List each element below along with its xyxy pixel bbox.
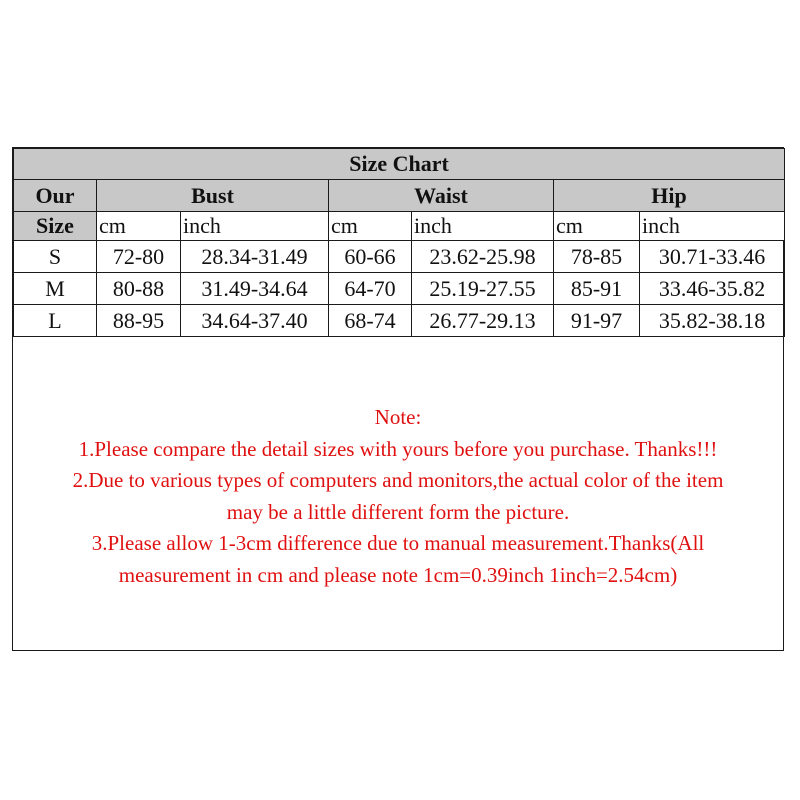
- waist-cm-cell: 60-66: [329, 241, 412, 273]
- table-row: [14, 273, 785, 305]
- waist-inch-cell: 25.19-27.55: [412, 273, 554, 305]
- hip-inch-cell: 33.46-35.82: [640, 273, 785, 305]
- size-cell: M: [14, 273, 97, 305]
- waist-inch-cell: 23.62-25.98: [412, 241, 554, 273]
- bust-cm-header: cm: [97, 212, 181, 241]
- note-line: may be a little different form the picture.: [226, 499, 570, 524]
- hip-inch-cell: 35.82-38.18: [640, 305, 785, 337]
- bust-cm-cell: 80-88: [97, 273, 181, 305]
- size-chart-table: [13, 148, 785, 337]
- our-size-label-top: Our: [14, 180, 97, 212]
- hip-inch-cell: 30.71-33.46: [640, 241, 785, 273]
- note-line: 2.Due to various types of computers and monitors,the actual color of the item: [72, 468, 724, 492]
- waist-inch-header: inch: [412, 212, 554, 241]
- bust-header: Bust: [97, 180, 329, 212]
- table-row: [14, 241, 785, 273]
- note-line: measurement in cm and please note 1cm=0.39inch 1inch=2.54cm): [118, 562, 678, 587]
- note-heading: Note:: [374, 405, 422, 429]
- our-size-label-bottom: Size: [14, 212, 97, 241]
- hip-cm-cell: 78-85: [554, 241, 640, 273]
- bust-cm-cell: 72-80: [97, 241, 181, 273]
- hip-cm-cell: 85-91: [554, 273, 640, 305]
- waist-cm-cell: 64-70: [329, 273, 412, 305]
- bust-inch-cell: 31.49-34.64: [181, 273, 329, 305]
- note-line: 1.Please compare the detail sizes with yours before you purchase. Thanks!!!: [78, 436, 718, 461]
- bust-inch-header: inch: [181, 212, 329, 241]
- table-title: Size Chart: [14, 149, 785, 180]
- hip-inch-header: inch: [640, 212, 785, 241]
- note-line: 3.Please allow 1-3cm difference due to manual measurement.Thanks(All: [91, 531, 705, 555]
- waist-cm-cell: 68-74: [329, 305, 412, 337]
- bust-inch-cell: 28.34-31.49: [181, 241, 329, 273]
- size-cell: S: [14, 241, 97, 273]
- hip-cm-header: cm: [554, 212, 640, 241]
- table-row: [14, 305, 785, 337]
- notes-section: [13, 402, 783, 591]
- bust-cm-cell: 88-95: [97, 305, 181, 337]
- size-chart-frame: [12, 147, 784, 651]
- hip-cm-cell: 91-97: [554, 305, 640, 337]
- waist-cm-header: cm: [329, 212, 412, 241]
- size-cell: L: [14, 305, 97, 337]
- waist-inch-cell: 26.77-29.13: [412, 305, 554, 337]
- bust-inch-cell: 34.64-37.40: [181, 305, 329, 337]
- hip-header: Hip: [554, 180, 785, 212]
- waist-header: Waist: [329, 180, 554, 212]
